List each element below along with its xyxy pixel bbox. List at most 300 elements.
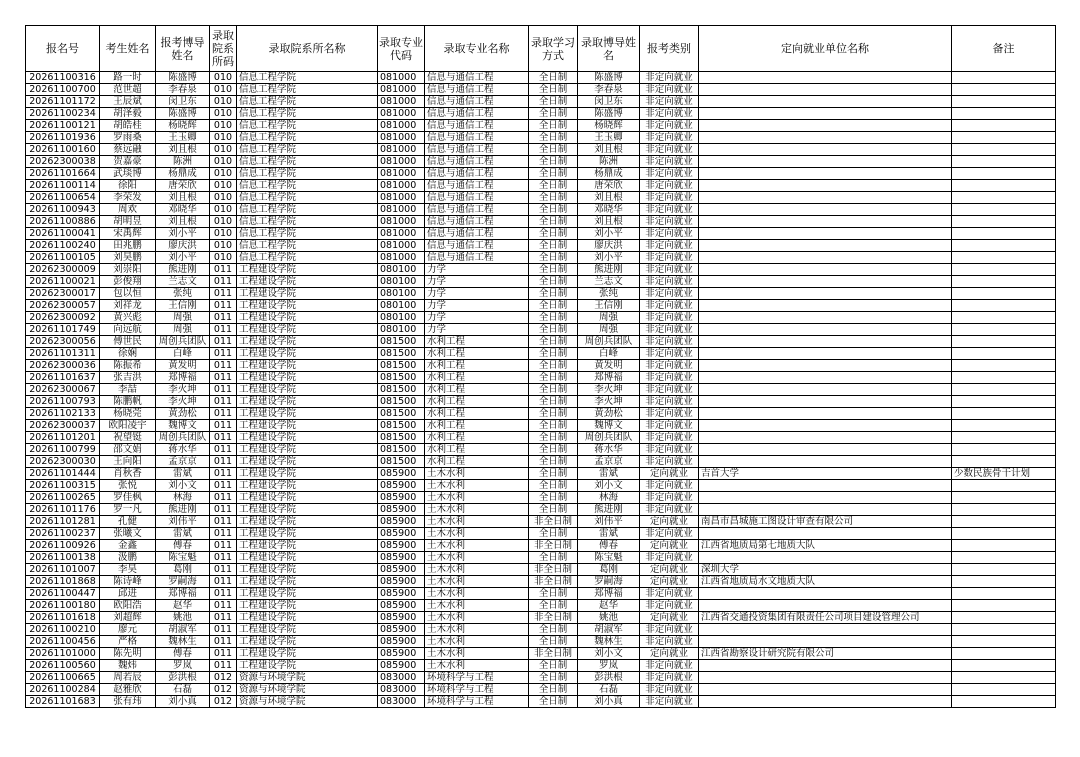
cell-major-code: 081000 <box>378 96 425 108</box>
table-row <box>26 540 1056 552</box>
cell-reg-no: 20261100160 <box>26 144 100 156</box>
cell-major-code: 085900 <box>378 612 425 624</box>
cell-dept-code: 012 <box>210 672 237 684</box>
cell-category: 非定向就业 <box>640 636 699 648</box>
cell-major-code: 085900 <box>378 588 425 600</box>
col-header-major-code: 录取专业代码 <box>378 26 425 72</box>
cell-remarks <box>952 432 1056 444</box>
cell-employer <box>699 156 952 168</box>
cell-major-name: 信息与通信工程 <box>425 180 529 192</box>
cell-name: 周若辰 <box>100 672 156 684</box>
cell-dept-code: 010 <box>210 96 237 108</box>
cell-applied-advisor: 邓晓华 <box>156 204 210 216</box>
cell-dept-name: 工程建设学院 <box>237 552 378 564</box>
cell-category: 定向就业 <box>640 468 699 480</box>
table-row <box>26 84 1056 96</box>
cell-study-mode: 全日制 <box>529 492 578 504</box>
cell-major-name: 信息与通信工程 <box>425 168 529 180</box>
cell-major-code: 081000 <box>378 252 425 264</box>
cell-dept-code: 010 <box>210 168 237 180</box>
cell-employer <box>699 360 952 372</box>
cell-study-mode: 全日制 <box>529 624 578 636</box>
cell-dept-code: 011 <box>210 516 237 528</box>
cell-major-name: 土木水利 <box>425 648 529 660</box>
cell-remarks <box>952 480 1056 492</box>
cell-reg-no: 20261100180 <box>26 600 100 612</box>
cell-study-mode: 全日制 <box>529 420 578 432</box>
table-row <box>26 384 1056 396</box>
cell-major-code: 081000 <box>378 132 425 144</box>
cell-admit-advisor: 陈盛博 <box>578 72 640 84</box>
cell-admit-advisor: 熊进刚 <box>578 264 640 276</box>
cell-major-name: 水利工程 <box>425 432 529 444</box>
cell-employer <box>699 384 952 396</box>
cell-admit-advisor: 白峰 <box>578 348 640 360</box>
cell-major-name: 水利工程 <box>425 360 529 372</box>
cell-dept-code: 010 <box>210 240 237 252</box>
cell-admit-advisor: 周创兵团队 <box>578 336 640 348</box>
cell-category: 非定向就业 <box>640 168 699 180</box>
cell-name: 李荣发 <box>100 192 156 204</box>
cell-admit-advisor: 雷斌 <box>578 468 640 480</box>
cell-dept-code: 011 <box>210 432 237 444</box>
cell-major-code: 081500 <box>378 420 425 432</box>
cell-major-name: 力学 <box>425 276 529 288</box>
cell-dept-code: 011 <box>210 636 237 648</box>
cell-reg-no: 20262300067 <box>26 384 100 396</box>
cell-major-name: 信息与通信工程 <box>425 120 529 132</box>
cell-dept-name: 工程建设学院 <box>237 612 378 624</box>
cell-dept-name: 信息工程学院 <box>237 108 378 120</box>
cell-name: 徐娴 <box>100 348 156 360</box>
cell-study-mode: 全日制 <box>529 432 578 444</box>
cell-applied-advisor: 白峰 <box>156 348 210 360</box>
cell-employer <box>699 276 952 288</box>
cell-applied-advisor: 刘小真 <box>156 696 210 708</box>
cell-admit-advisor: 赵华 <box>578 600 640 612</box>
cell-dept-name: 工程建设学院 <box>237 360 378 372</box>
table-row <box>26 96 1056 108</box>
cell-major-name: 土木水利 <box>425 600 529 612</box>
cell-dept-code: 011 <box>210 600 237 612</box>
cell-dept-code: 011 <box>210 264 237 276</box>
cell-reg-no: 20261100121 <box>26 120 100 132</box>
cell-major-name: 水利工程 <box>425 420 529 432</box>
cell-employer <box>699 168 952 180</box>
cell-study-mode: 全日制 <box>529 672 578 684</box>
cell-admit-advisor: 罗岚 <box>578 660 640 672</box>
cell-remarks <box>952 72 1056 84</box>
cell-admit-advisor: 周强 <box>578 324 640 336</box>
cell-major-name: 水利工程 <box>425 444 529 456</box>
cell-applied-advisor: 陈宝魁 <box>156 552 210 564</box>
col-header-remarks: 备注 <box>952 26 1056 72</box>
cell-admit-advisor: 杨晓辉 <box>578 120 640 132</box>
cell-study-mode: 全日制 <box>529 372 578 384</box>
cell-reg-no: 20261100210 <box>26 624 100 636</box>
cell-category: 非定向就业 <box>640 420 699 432</box>
cell-dept-code: 010 <box>210 156 237 168</box>
cell-name: 罗佳枫 <box>100 492 156 504</box>
cell-reg-no: 20261101637 <box>26 372 100 384</box>
cell-dept-code: 011 <box>210 624 237 636</box>
cell-study-mode: 非全日制 <box>529 648 578 660</box>
cell-dept-code: 010 <box>210 120 237 132</box>
cell-name: 刘祥龙 <box>100 300 156 312</box>
cell-remarks <box>952 372 1056 384</box>
cell-dept-code: 010 <box>210 216 237 228</box>
admission-table <box>25 25 1056 708</box>
table-row <box>26 180 1056 192</box>
cell-applied-advisor: 杨晓辉 <box>156 120 210 132</box>
cell-dept-code: 011 <box>210 336 237 348</box>
cell-category: 非定向就业 <box>640 84 699 96</box>
cell-dept-name: 信息工程学院 <box>237 132 378 144</box>
cell-study-mode: 非全日制 <box>529 612 578 624</box>
cell-employer <box>699 588 952 600</box>
cell-reg-no: 20261100240 <box>26 240 100 252</box>
cell-reg-no: 20261101444 <box>26 468 100 480</box>
cell-study-mode: 全日制 <box>529 588 578 600</box>
table-row <box>26 252 1056 264</box>
cell-applied-advisor: 刘且根 <box>156 216 210 228</box>
table-row <box>26 276 1056 288</box>
cell-admit-advisor: 刘小文 <box>578 648 640 660</box>
cell-major-code: 080100 <box>378 264 425 276</box>
cell-applied-advisor: 郑博福 <box>156 372 210 384</box>
table-row <box>26 408 1056 420</box>
cell-major-code: 085900 <box>378 480 425 492</box>
cell-major-name: 信息与通信工程 <box>425 144 529 156</box>
cell-study-mode: 全日制 <box>529 228 578 240</box>
cell-remarks <box>952 540 1056 552</box>
cell-major-name: 土木水利 <box>425 564 529 576</box>
cell-category: 非定向就业 <box>640 264 699 276</box>
cell-dept-code: 011 <box>210 552 237 564</box>
col-header-dept-name: 录取院系所名称 <box>237 26 378 72</box>
cell-major-name: 力学 <box>425 324 529 336</box>
cell-applied-advisor: 兰志文 <box>156 276 210 288</box>
table-row <box>26 228 1056 240</box>
cell-admit-advisor: 刘小真 <box>578 696 640 708</box>
cell-major-code: 085900 <box>378 528 425 540</box>
cell-dept-name: 信息工程学院 <box>237 96 378 108</box>
cell-remarks <box>952 588 1056 600</box>
cell-admit-advisor: 杨鼎成 <box>578 168 640 180</box>
cell-major-name: 信息与通信工程 <box>425 132 529 144</box>
cell-reg-no: 20261101618 <box>26 612 100 624</box>
cell-employer <box>699 204 952 216</box>
cell-applied-advisor: 杨鼎成 <box>156 168 210 180</box>
cell-major-code: 083000 <box>378 696 425 708</box>
cell-major-code: 083000 <box>378 684 425 696</box>
cell-major-name: 土木水利 <box>425 660 529 672</box>
cell-dept-name: 工程建设学院 <box>237 540 378 552</box>
cell-dept-name: 工程建设学院 <box>237 624 378 636</box>
table-row <box>26 132 1056 144</box>
cell-applied-advisor: 李火坤 <box>156 396 210 408</box>
cell-dept-name: 工程建设学院 <box>237 396 378 408</box>
cell-name: 肖秋香 <box>100 468 156 480</box>
cell-employer <box>699 216 952 228</box>
cell-name: 刘崇阳 <box>100 264 156 276</box>
cell-applied-advisor: 黄劲松 <box>156 408 210 420</box>
cell-dept-name: 信息工程学院 <box>237 228 378 240</box>
cell-applied-advisor: 林海 <box>156 492 210 504</box>
cell-reg-no: 20261100265 <box>26 492 100 504</box>
cell-major-name: 土木水利 <box>425 492 529 504</box>
cell-study-mode: 全日制 <box>529 360 578 372</box>
cell-admit-advisor: 郑博福 <box>578 372 640 384</box>
cell-major-code: 081500 <box>378 372 425 384</box>
cell-employer <box>699 132 952 144</box>
cell-dept-code: 011 <box>210 588 237 600</box>
cell-employer <box>699 192 952 204</box>
table-row <box>26 552 1056 564</box>
cell-major-code: 083000 <box>378 672 425 684</box>
cell-category: 非定向就业 <box>640 444 699 456</box>
cell-category: 非定向就业 <box>640 156 699 168</box>
cell-major-name: 信息与通信工程 <box>425 252 529 264</box>
cell-category: 非定向就业 <box>640 72 699 84</box>
cell-category: 非定向就业 <box>640 696 699 708</box>
cell-admit-advisor: 魏博文 <box>578 420 640 432</box>
cell-employer <box>699 240 952 252</box>
cell-dept-name: 工程建设学院 <box>237 504 378 516</box>
cell-major-code: 081500 <box>378 444 425 456</box>
cell-category: 非定向就业 <box>640 240 699 252</box>
cell-study-mode: 全日制 <box>529 252 578 264</box>
cell-major-code: 081500 <box>378 456 425 468</box>
cell-admit-advisor: 刘且根 <box>578 192 640 204</box>
cell-dept-name: 信息工程学院 <box>237 72 378 84</box>
cell-employer <box>699 108 952 120</box>
table-row <box>26 588 1056 600</box>
cell-dept-code: 010 <box>210 132 237 144</box>
cell-study-mode: 全日制 <box>529 216 578 228</box>
cell-name: 张吉洪 <box>100 372 156 384</box>
cell-study-mode: 全日制 <box>529 324 578 336</box>
cell-reg-no: 20261100560 <box>26 660 100 672</box>
cell-admit-advisor: 闵卫东 <box>578 96 640 108</box>
cell-major-name: 信息与通信工程 <box>425 72 529 84</box>
cell-dept-code: 010 <box>210 228 237 240</box>
cell-dept-name: 资源与环境学院 <box>237 696 378 708</box>
cell-applied-advisor: 魏博文 <box>156 420 210 432</box>
cell-study-mode: 全日制 <box>529 696 578 708</box>
cell-study-mode: 全日制 <box>529 84 578 96</box>
col-header-dept-code: 录取院系所码 <box>210 26 237 72</box>
cell-dept-code: 011 <box>210 576 237 588</box>
cell-admit-advisor: 罗嗣海 <box>578 576 640 588</box>
cell-reg-no: 20261100456 <box>26 636 100 648</box>
cell-applied-advisor: 张纯 <box>156 288 210 300</box>
cell-reg-no: 20261101936 <box>26 132 100 144</box>
cell-name: 魏炜 <box>100 660 156 672</box>
cell-employer <box>699 684 952 696</box>
cell-category: 定向就业 <box>640 540 699 552</box>
cell-admit-advisor: 廖庆洪 <box>578 240 640 252</box>
cell-major-code: 085900 <box>378 660 425 672</box>
cell-major-name: 水利工程 <box>425 396 529 408</box>
cell-reg-no: 20261101281 <box>26 516 100 528</box>
cell-major-code: 081000 <box>378 84 425 96</box>
cell-admit-advisor: 彭洪根 <box>578 672 640 684</box>
cell-admit-advisor: 兰志文 <box>578 276 640 288</box>
cell-reg-no: 20261100138 <box>26 552 100 564</box>
table-row <box>26 264 1056 276</box>
cell-remarks <box>952 396 1056 408</box>
cell-category: 非定向就业 <box>640 552 699 564</box>
cell-name: 彭俊翔 <box>100 276 156 288</box>
cell-dept-name: 信息工程学院 <box>237 192 378 204</box>
cell-remarks <box>952 528 1056 540</box>
cell-name: 邵文娟 <box>100 444 156 456</box>
cell-category: 非定向就业 <box>640 180 699 192</box>
cell-remarks <box>952 180 1056 192</box>
cell-category: 非定向就业 <box>640 432 699 444</box>
cell-admit-advisor: 陈洲 <box>578 156 640 168</box>
cell-applied-advisor: 彭洪根 <box>156 672 210 684</box>
cell-applied-advisor: 罗岚 <box>156 660 210 672</box>
cell-name: 胡泽毅 <box>100 108 156 120</box>
cell-dept-name: 工程建设学院 <box>237 528 378 540</box>
cell-dept-name: 工程建设学院 <box>237 444 378 456</box>
table-row <box>26 480 1056 492</box>
table-row <box>26 612 1056 624</box>
cell-name: 周欢 <box>100 204 156 216</box>
table-row <box>26 672 1056 684</box>
cell-remarks <box>952 552 1056 564</box>
cell-remarks <box>952 336 1056 348</box>
cell-category: 非定向就业 <box>640 456 699 468</box>
cell-remarks <box>952 252 1056 264</box>
cell-employer: 吉首大学 <box>699 468 952 480</box>
cell-category: 非定向就业 <box>640 216 699 228</box>
cell-category: 非定向就业 <box>640 660 699 672</box>
cell-category: 定向就业 <box>640 564 699 576</box>
cell-dept-name: 工程建设学院 <box>237 564 378 576</box>
cell-name: 祝望铤 <box>100 432 156 444</box>
table-row <box>26 336 1056 348</box>
table-row <box>26 624 1056 636</box>
cell-remarks <box>952 696 1056 708</box>
table-row <box>26 492 1056 504</box>
cell-major-code: 081500 <box>378 408 425 420</box>
cell-category: 定向就业 <box>640 516 699 528</box>
cell-major-code: 085900 <box>378 468 425 480</box>
cell-admit-advisor: 周强 <box>578 312 640 324</box>
table-row <box>26 360 1056 372</box>
cell-study-mode: 全日制 <box>529 480 578 492</box>
cell-category: 非定向就业 <box>640 336 699 348</box>
cell-remarks <box>952 660 1056 672</box>
cell-dept-code: 011 <box>210 528 237 540</box>
table-row <box>26 420 1056 432</box>
cell-dept-name: 工程建设学院 <box>237 264 378 276</box>
cell-study-mode: 全日制 <box>529 240 578 252</box>
cell-category: 非定向就业 <box>640 132 699 144</box>
cell-dept-name: 信息工程学院 <box>237 168 378 180</box>
cell-remarks <box>952 108 1056 120</box>
cell-applied-advisor: 陈洲 <box>156 156 210 168</box>
table-row <box>26 696 1056 708</box>
cell-category: 非定向就业 <box>640 252 699 264</box>
cell-admit-advisor: 陈宝魁 <box>578 552 640 564</box>
cell-remarks <box>952 684 1056 696</box>
cell-applied-advisor: 魏林生 <box>156 636 210 648</box>
cell-category: 非定向就业 <box>640 396 699 408</box>
cell-category: 非定向就业 <box>640 408 699 420</box>
cell-reg-no: 20262300056 <box>26 336 100 348</box>
cell-applied-advisor: 李火坤 <box>156 384 210 396</box>
cell-reg-no: 20261100926 <box>26 540 100 552</box>
cell-major-name: 土木水利 <box>425 468 529 480</box>
cell-employer <box>699 660 952 672</box>
cell-major-name: 环境科学与工程 <box>425 696 529 708</box>
cell-admit-advisor: 黄劲松 <box>578 408 640 420</box>
cell-study-mode: 全日制 <box>529 264 578 276</box>
cell-study-mode: 全日制 <box>529 396 578 408</box>
cell-reg-no: 20261100316 <box>26 72 100 84</box>
cell-employer <box>699 120 952 132</box>
cell-applied-advisor: 雷斌 <box>156 468 210 480</box>
cell-name: 路一时 <box>100 72 156 84</box>
table-row <box>26 120 1056 132</box>
cell-major-code: 081000 <box>378 156 425 168</box>
cell-remarks <box>952 144 1056 156</box>
cell-dept-name: 信息工程学院 <box>237 120 378 132</box>
cell-remarks <box>952 120 1056 132</box>
cell-employer <box>699 84 952 96</box>
cell-reg-no: 20261101683 <box>26 696 100 708</box>
cell-major-name: 水利工程 <box>425 348 529 360</box>
cell-major-code: 085900 <box>378 504 425 516</box>
cell-major-code: 085900 <box>378 576 425 588</box>
cell-name: 陈鹏帆 <box>100 396 156 408</box>
cell-name: 陈诗峰 <box>100 576 156 588</box>
cell-remarks <box>952 300 1056 312</box>
cell-remarks <box>952 132 1056 144</box>
cell-dept-code: 010 <box>210 252 237 264</box>
cell-dept-code: 011 <box>210 300 237 312</box>
cell-reg-no: 20261100665 <box>26 672 100 684</box>
cell-employer <box>699 444 952 456</box>
cell-dept-name: 工程建设学院 <box>237 600 378 612</box>
cell-category: 非定向就业 <box>640 300 699 312</box>
col-header-admit-advisor: 录取博导姓名 <box>578 26 640 72</box>
cell-reg-no: 20261100700 <box>26 84 100 96</box>
cell-remarks <box>952 516 1056 528</box>
cell-name: 徐阳 <box>100 180 156 192</box>
cell-dept-name: 工程建设学院 <box>237 648 378 660</box>
table-row <box>26 528 1056 540</box>
cell-admit-advisor: 刘小平 <box>578 252 640 264</box>
cell-remarks: 少数民族骨干计划 <box>952 468 1056 480</box>
cell-reg-no: 20261100021 <box>26 276 100 288</box>
cell-employer <box>699 396 952 408</box>
cell-dept-code: 012 <box>210 696 237 708</box>
cell-admit-advisor: 刘且根 <box>578 144 640 156</box>
cell-remarks <box>952 204 1056 216</box>
cell-employer: 南昌市昌城施工图设计审查有限公司 <box>699 516 952 528</box>
cell-name: 包以恒 <box>100 288 156 300</box>
cell-employer <box>699 144 952 156</box>
cell-name: 严格 <box>100 636 156 648</box>
cell-admit-advisor: 石磊 <box>578 684 640 696</box>
cell-dept-code: 010 <box>210 108 237 120</box>
table-row <box>26 636 1056 648</box>
